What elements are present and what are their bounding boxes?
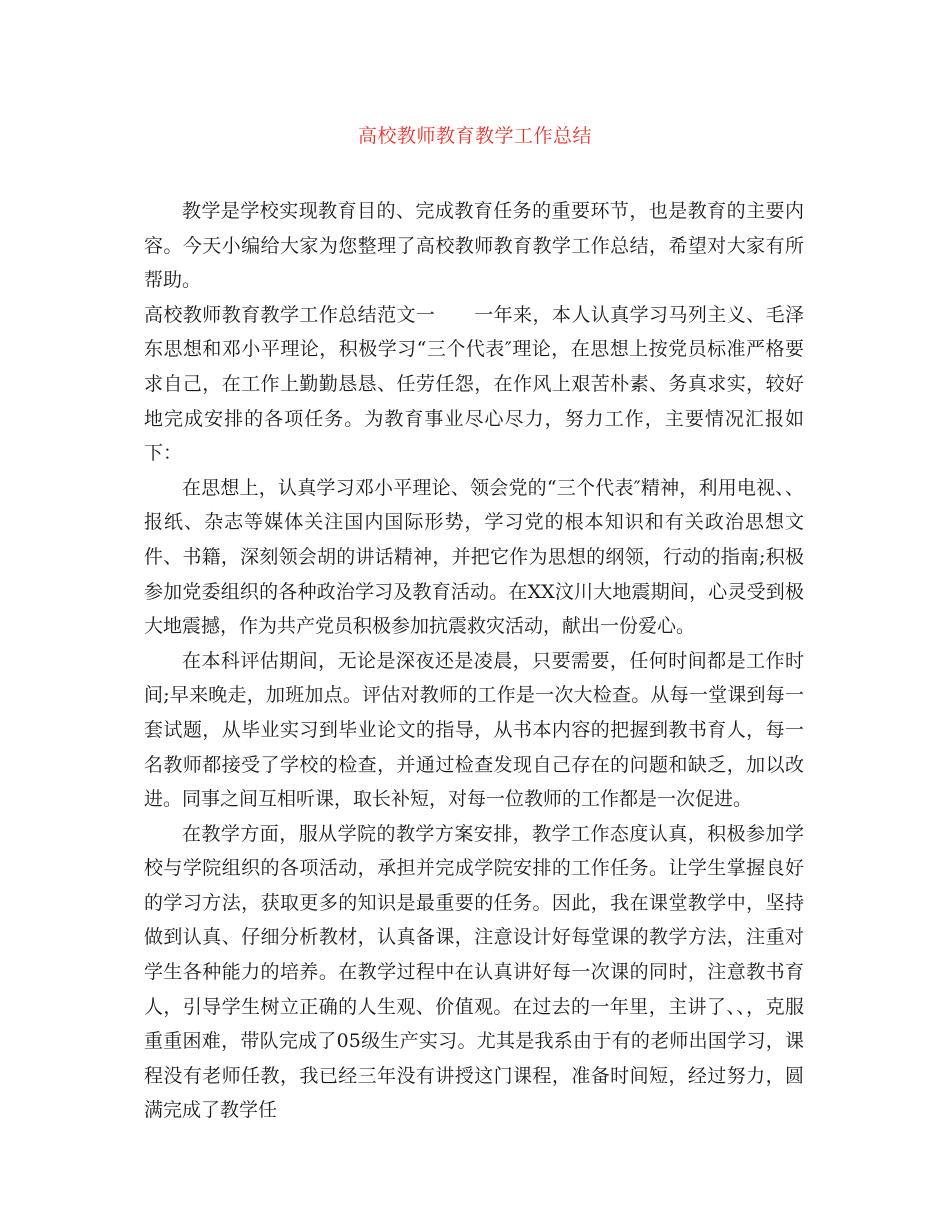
section-heading-paragraph: 高校教师教育教学工作总结范文一 一年来，本人认真学习马列主义、毛泽东思想和邓小平理论，积极学习“三个代表″理论，在思想上按党员标准严格要求自己，在工作上勤勤恳恳、任劳任怨，在作风上艰苦朴素、务真求实，较好地完成安排的各项任务。为教育事业尽心尽力，努力工作，主要情况汇报如下： <box>144 303 804 465</box>
document-body <box>144 194 804 1128</box>
document-title: 高校教师教育教学工作总结 <box>357 125 592 147</box>
intro-paragraph: 教学是学校实现教育目的、完成教育任务的重要环节，也是教育的主要内容。今天小编给大家为您整理了高校教师教育教学工作总结，希望对大家有所帮助。 <box>144 200 804 292</box>
thought-paragraph: 在思想上，认真学习邓小平理论、领会党的“三个代表″精神，利用电视、、报纸、杂志等媒体关注国内国际形势，学习党的根本知识和有关政治思想文件、书籍，深刻领会胡的讲话精神，并把它作为思想的纲领，行动的指南;积极参加党委组织的各种政治学习及教育活动。在XX汶川大地震期间，心灵受到极大地震撼，作为共产党员积极参加抗震救灾活动，献出一份爱心。 <box>144 476 804 638</box>
evaluation-paragraph: 在本科评估期间，无论是深夜还是凌晨，只要需要，任何时间都是工作时间;早来晚走，加班加点。评估对教师的工作是一次大检查。从每一堂课到每一套试题，从毕业实习到毕业论文的指导，从书本内容的把握到教书育人，每一名教师都接受了学校的检查，并通过检查发现自己存在的问题和缺乏，加以改进。同事之间互相听课，取长补短，对每一位教师的工作都是一次促进。 <box>144 649 804 811</box>
teaching-paragraph: 在教学方面，服从学院的教学方案安排，教学工作态度认真，积极参加学校与学院组织的各项活动，承担并完成学院安排的工作任务。让学生掌握良好的学习方法，获取更多的知识是最重要的任务。因此，我在课堂教学中，坚持做到认真、仔细分析教材，认真备课，注意设计好每堂课的教学方法，注重对学生各种能力的培养。在教学过程中在认真讲好每一次课的同时，注意教书育人，引导学生树立正确的人生观、价值观。在过去的一年里，主讲了、、，克服重重困难，带队完成了05级生产实习。尤其是我系由于有的老师出国学习，课程没有老师任教，我已经三年没有讲授这门课程，准备时间短，经过努力，圆满完成了教学任 <box>144 822 804 1122</box>
